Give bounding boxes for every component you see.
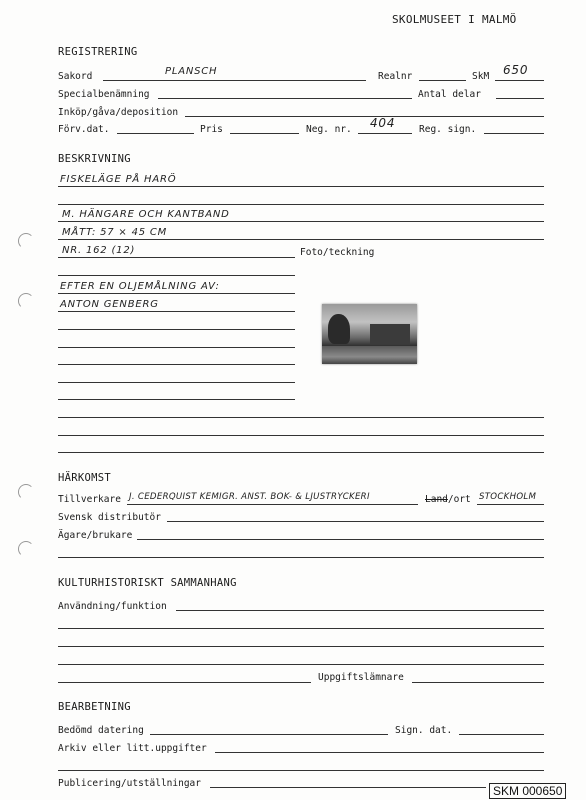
antal-delar-label: Antal delar	[418, 89, 481, 100]
anvandning-field-line	[176, 610, 544, 611]
distributor-field-line	[167, 521, 544, 522]
museum-name: SKOLMUSEET I MALMÖ	[392, 13, 517, 26]
description-rule	[58, 435, 544, 436]
forv-dat-field-line	[117, 133, 194, 134]
description-line-3: MÅTT: 57 × 45 CM	[62, 227, 168, 238]
agare-label: Ägare/brukare	[58, 530, 133, 541]
inkop-field-line	[185, 116, 544, 117]
anvandning-extra-line	[58, 664, 544, 665]
ort-field-line	[477, 504, 544, 505]
tillverkare-label: Tillverkare	[58, 494, 121, 505]
neg-nr-value: 404	[370, 116, 396, 130]
description-rule	[58, 382, 295, 383]
land-ort-label	[425, 494, 471, 505]
description-rule	[58, 417, 544, 418]
reg-sign-label: Reg. sign.	[419, 124, 477, 135]
punch-hole	[18, 293, 34, 309]
antal-delar-field-line	[496, 98, 544, 99]
description-rule	[58, 257, 295, 258]
description-rule	[58, 275, 295, 276]
sakord-value: PLANSCH	[165, 66, 218, 77]
punch-hole	[18, 233, 34, 249]
inventory-stamp: SKM 000650	[489, 783, 566, 799]
anvandning-extra-line	[58, 682, 311, 683]
anvandning-label: Användning/funktion	[58, 601, 167, 612]
skm-value: 650	[503, 63, 529, 77]
realnr-field-line	[419, 80, 466, 81]
section-heading-kulturhistoriskt: KULTURHISTORISKT SAMMANHANG	[58, 577, 237, 589]
photo-water	[322, 346, 417, 364]
description-rule	[58, 239, 544, 240]
arkiv-field-line	[215, 752, 544, 753]
description-line-4: NR. 162 (12)	[62, 245, 136, 256]
arkiv-extra-line	[58, 770, 544, 771]
skm-field-line	[495, 80, 544, 81]
section-heading-bearbetning: BEARBETNING	[58, 701, 131, 713]
skm-label: SkM	[472, 71, 490, 82]
sakord-label: Sakord	[58, 71, 93, 82]
description-line-5: EFTER EN OLJEMÅLNING AV:	[60, 281, 220, 292]
description-rule	[58, 399, 295, 400]
publicering-field-line	[210, 787, 486, 788]
tillverkare-field-line	[127, 504, 418, 505]
photo-tree	[328, 314, 350, 344]
specialbenamning-field-line	[158, 98, 412, 99]
anvandning-extra-line	[58, 646, 544, 647]
section-heading-registrering: REGISTRERING	[58, 46, 138, 58]
pris-label: Pris	[200, 124, 223, 135]
forv-dat-label: Förv.dat.	[58, 124, 110, 135]
punch-hole	[18, 484, 34, 500]
arkiv-label: Arkiv eller litt.uppgifter	[58, 743, 207, 754]
agare-field-line	[137, 539, 544, 540]
land-label: Land	[425, 494, 448, 505]
description-rule	[58, 186, 544, 187]
uppgiftslamnare-label: Uppgiftslämnare	[318, 672, 404, 683]
reg-sign-field-line	[484, 133, 544, 134]
description-line-6: ANTON GENBERG	[60, 299, 159, 310]
realnr-label: Realnr	[378, 71, 413, 82]
publicering-label: Publicering/utställningar	[58, 778, 201, 789]
photo-building	[370, 324, 410, 344]
pris-field-line	[230, 133, 299, 134]
tillverkare-value: J. CEDERQUIST KEMIGR. ANST. BOK- & LJUSTRYCKERI	[129, 492, 370, 502]
uppgiftslamnare-field-line	[412, 682, 544, 683]
description-line-2: M. HÄNGARE OCH KANTBAND	[62, 209, 230, 220]
neg-nr-field-line	[358, 133, 412, 134]
sign-dat-field-line	[459, 734, 544, 735]
punch-hole	[18, 541, 34, 557]
object-photo	[322, 304, 417, 364]
ort-value: STOCKHOLM	[479, 492, 537, 502]
anvandning-extra-line	[58, 628, 544, 629]
distributor-label: Svensk distributör	[58, 512, 161, 523]
description-line-1: FISKELÄGE PÅ HARÖ	[60, 174, 177, 185]
description-rule	[58, 329, 295, 330]
description-rule	[58, 311, 295, 312]
description-rule	[58, 221, 544, 222]
specialbenamning-label: Specialbenämning	[58, 89, 150, 100]
description-rule	[58, 204, 544, 205]
description-rule	[58, 347, 295, 348]
agare-extra-line	[58, 557, 544, 558]
sign-dat-label: Sign. dat.	[395, 725, 453, 736]
inkop-label: Inköp/gåva/deposition	[58, 107, 179, 118]
neg-nr-label: Neg. nr.	[306, 124, 352, 135]
section-heading-beskrivning: BESKRIVNING	[58, 153, 131, 165]
description-rule	[58, 364, 295, 365]
datering-field-line	[150, 734, 388, 735]
foto-teckning-label: Foto/teckning	[300, 247, 375, 258]
description-rule	[58, 293, 295, 294]
ort-label: /ort	[447, 494, 471, 505]
sakord-field-line	[103, 80, 366, 81]
datering-label: Bedömd datering	[58, 725, 144, 736]
description-rule	[58, 452, 544, 453]
section-heading-harkomst: HÄRKOMST	[58, 472, 111, 484]
